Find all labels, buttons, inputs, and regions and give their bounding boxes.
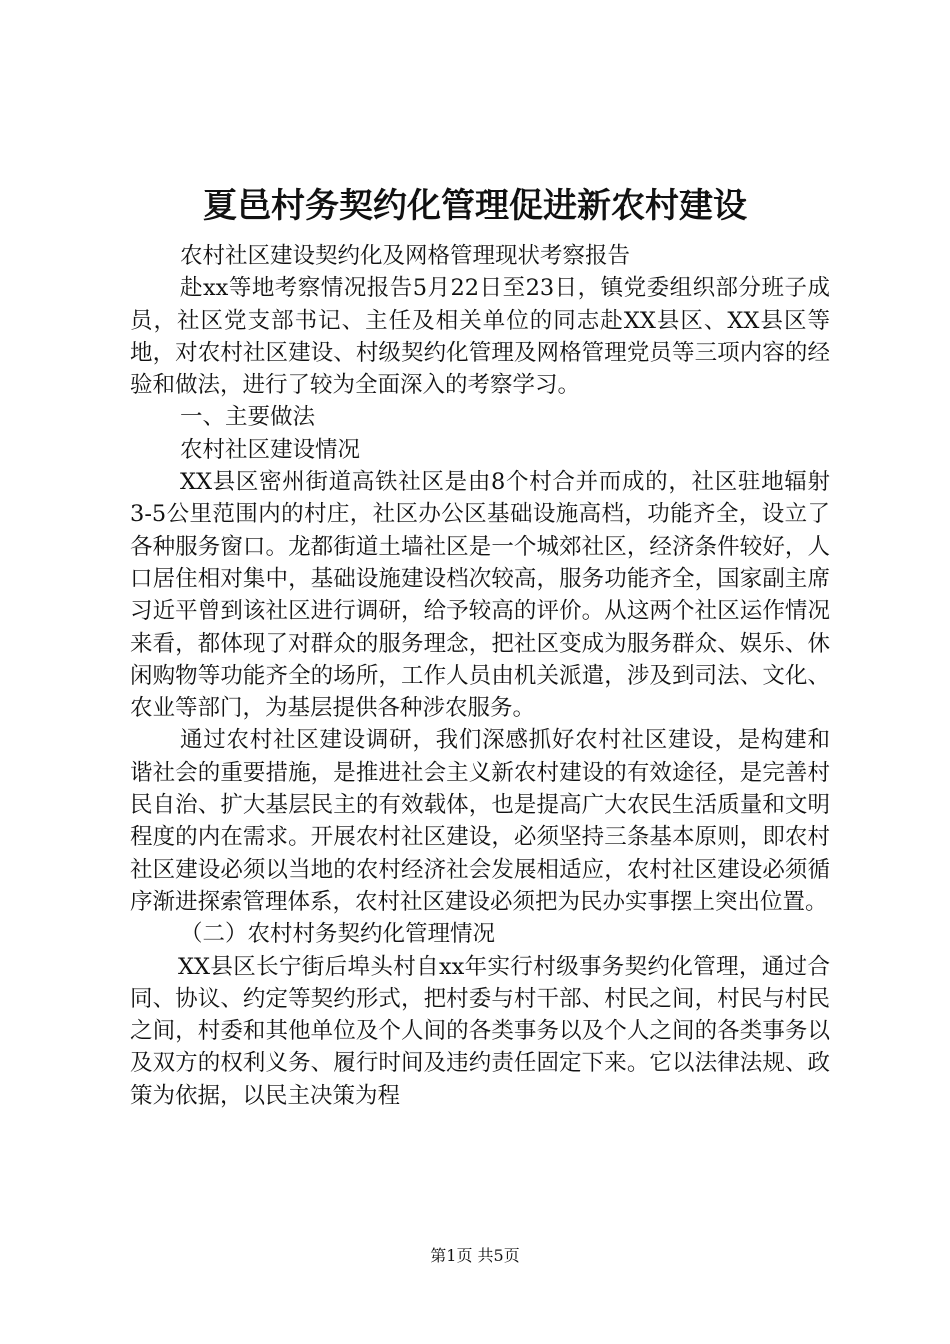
paragraph-contract-management: XX县区长宁街后埠头村自xx年实行村级事务契约化管理，通过合同、协议、约定等契约形式，把村委与村干部、村民之间，村民与村民之间，村委和其他单位及个人间的各类事务以及个人之间的各类事务以及双方的权利义务、履行时间及违约责任固定下来。它以法律法规、政策为依据，以民主决策为程 — [130, 953, 830, 1109]
page-number-footer: 第1页 共5页 — [430, 1246, 520, 1265]
page-title: 夏邑村务契约化管理促进新农村建设 — [203, 186, 747, 226]
section-heading-main-methods: 一、主要做法 — [180, 404, 316, 431]
paragraph-subtitle: 农村社区建设契约化及网格管理现状考察报告 — [180, 243, 631, 269]
paragraph-community-details: XX县区密州街道高铁社区是由8个村合并而成的，社区驻地辐射3-5公里范围内的村庄，社区办公区基础设施高档，功能齐全，设立了各种服务窗口。龙都街道土墙社区是一个城郊社区，经济条件较好，人口居住相对集中，基础设施建设档次较高，服务功能齐全，国家副主席习近平曾到该社区进行调研，给予较高的评价。从这两个社区运作情况来看，都体现了对群众的服务理念，把社区变成为服务群众、娱乐、休闲购物等功能齐全的场所，工作人员由机关派遣，涉及到司法、文化、农业等部门，为基层提供各种涉农服务。 — [130, 469, 830, 722]
paragraph-intro: 赴xx等地考察情况报告5月22日至23日，镇党委组织部分班子成员，社区党支部书记、主任及相关单位的同志赴XX县区、XX县区等地，对农村社区建设、村级契约化管理及网格管理党员等三项内容的经验和做法，进行了较为全面深入的考察学习。 — [130, 275, 830, 399]
subsection-heading-community: 农村社区建设情况 — [180, 436, 361, 463]
document-body — [130, 240, 830, 1112]
subsection-heading-contract-management: （二）农村村务契约化管理情况 — [180, 921, 496, 948]
paragraph-community-findings: 通过农村社区建设调研，我们深感抓好农村社区建设，是构建和谐社会的重要措施，是推进社会主义新农村建设的有效途径，是完善村民自治、扩大基层民主的有效载体，也是提高广大农民生活质量和文明程度的内在需求。开展农村社区建设，必须坚持三条基本原则，即农村社区建设必须以当地的农村经济社会发展相适应，农村社区建设必须循序渐进探索管理体系，农村社区建设必须把为民办实事摆上突出位置。 — [130, 727, 830, 915]
